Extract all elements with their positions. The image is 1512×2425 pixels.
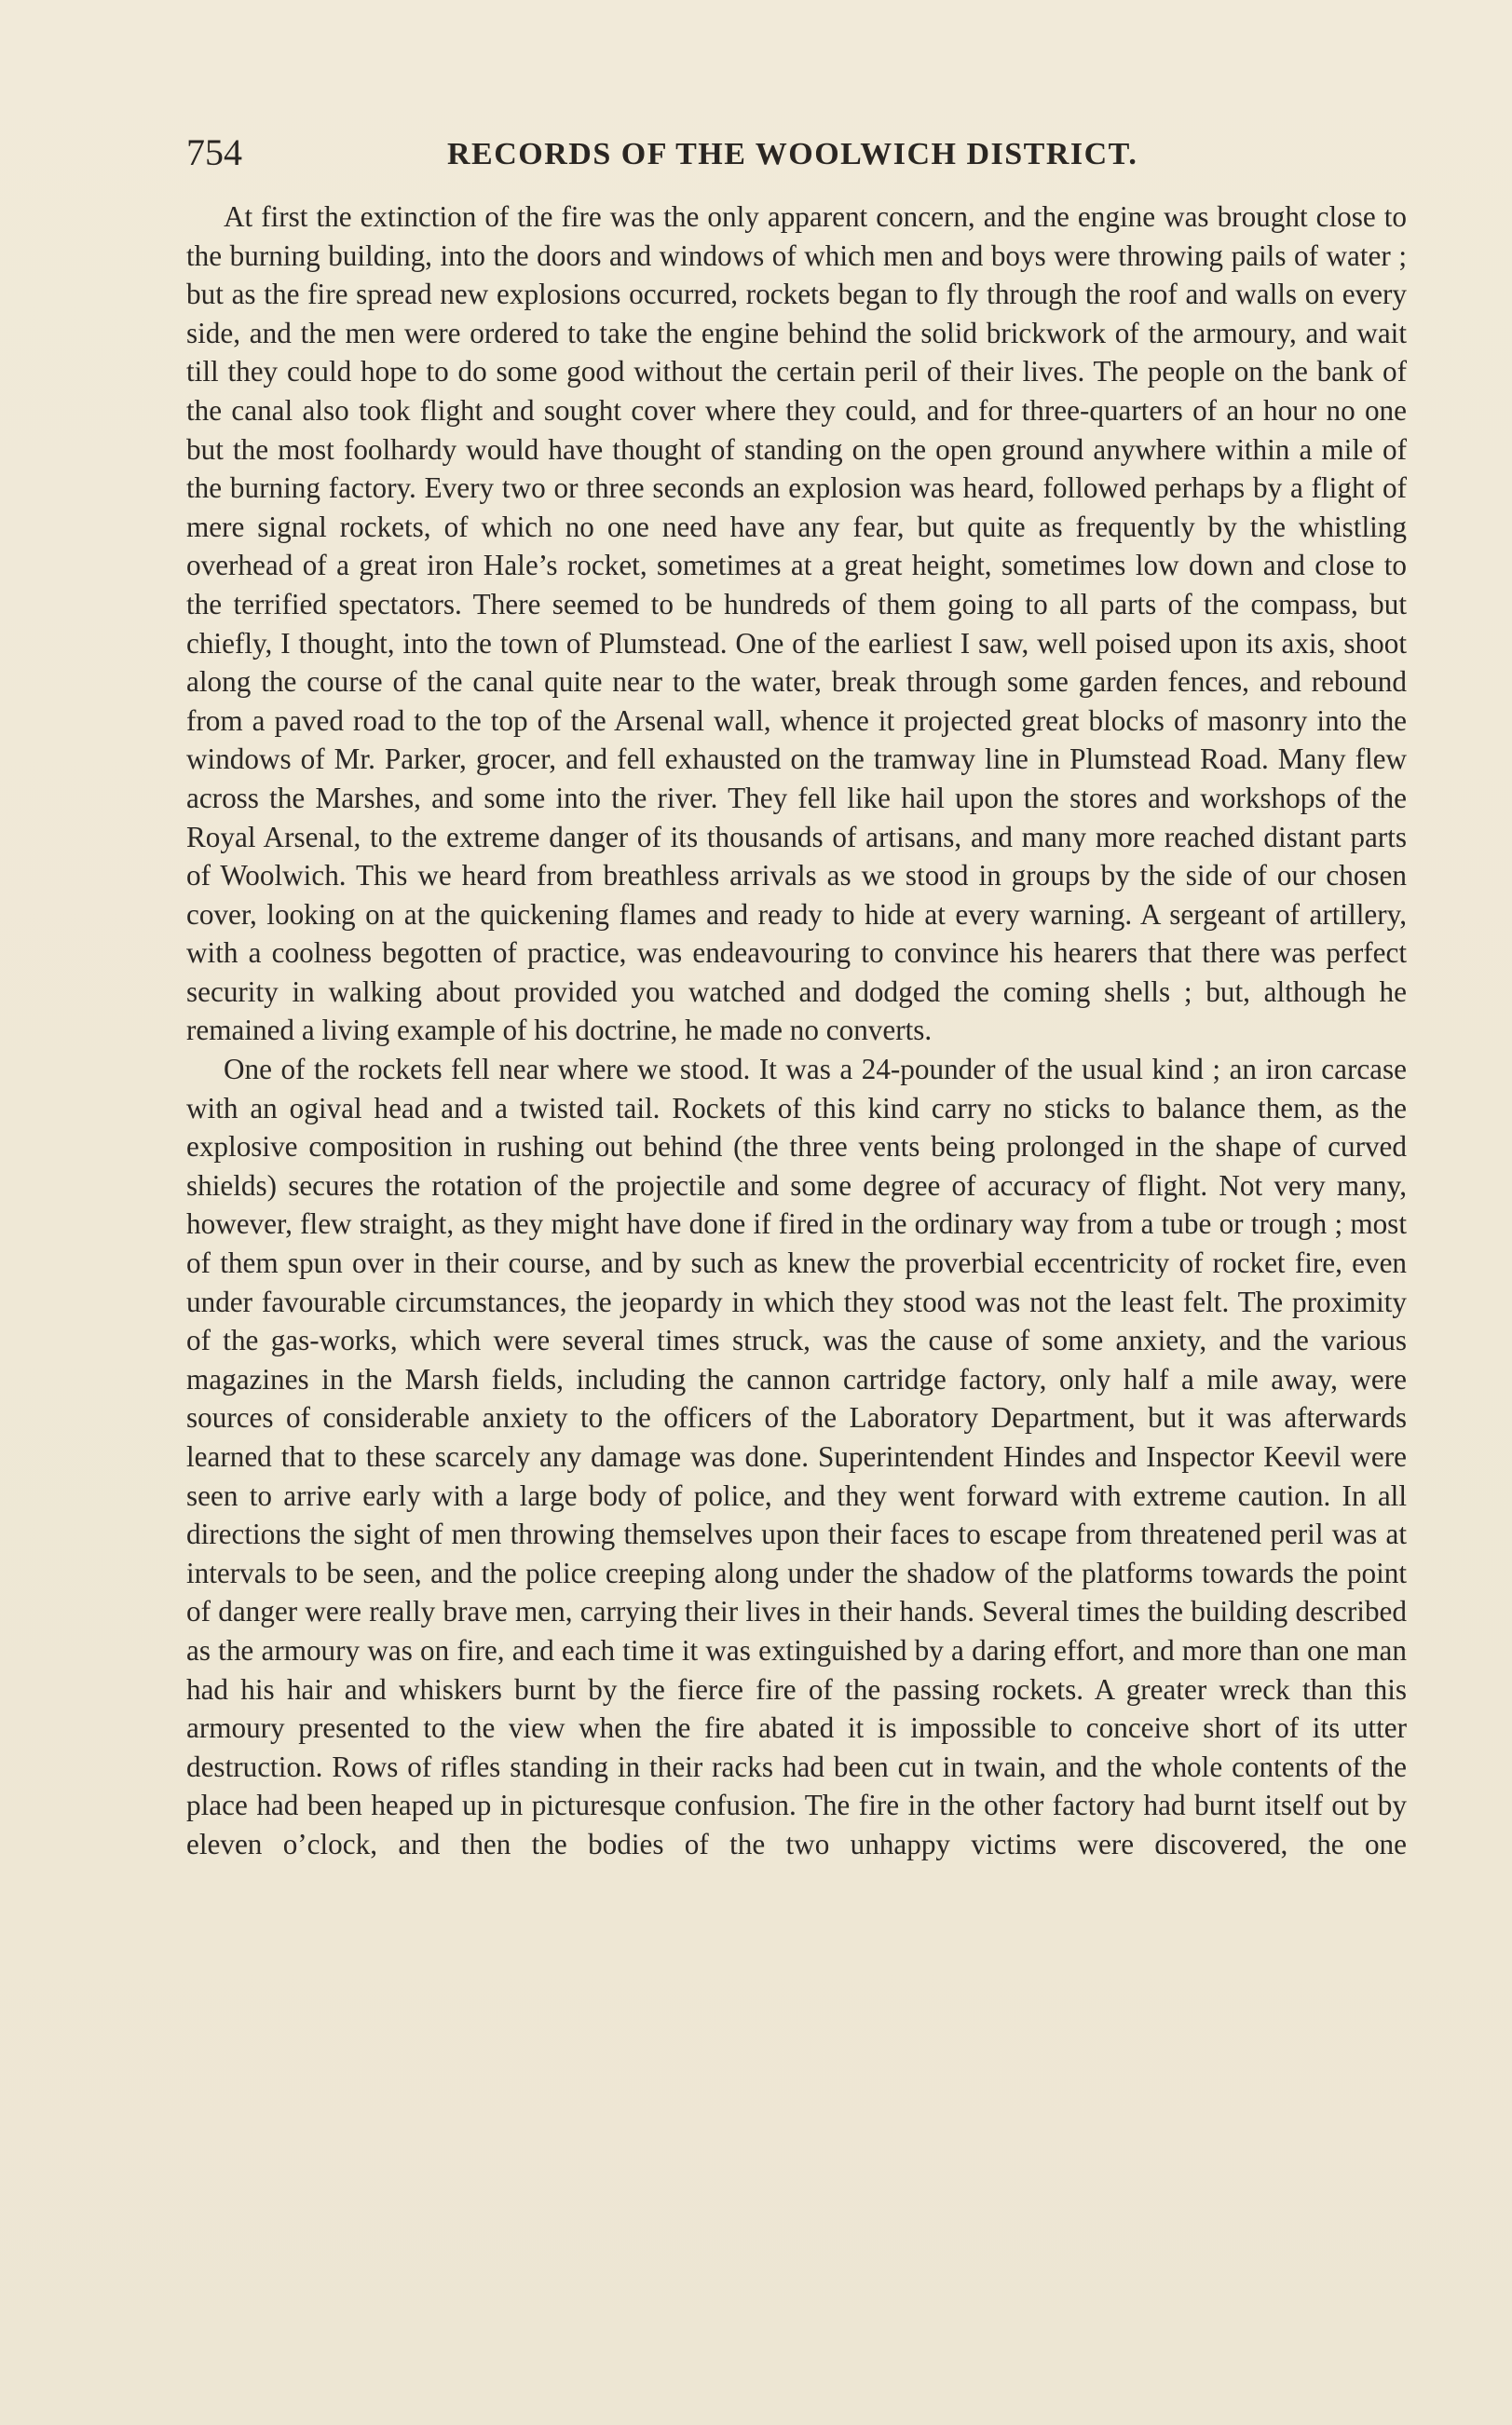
running-title: RECORDS OF THE WOOLWICH DISTRICT.: [447, 137, 1138, 171]
paragraph-rockets: One of the rockets fell near where we stood. It was a 24-pounder of the usual kind ; an iron carcase with an ogival head and a twisted tail. Rockets of this kind carry no sticks to balance them, as the explosive composition in rushing out behind (the three vents being prolonged in the shape of curved shields) secures the rotation of the projectile and some degree of accuracy of flight. Not very many, however, flew straight, as they might have done if fired in the ordinary way from a tube or trough ; most of them spun over in their course, and by such as knew the proverbial eccentricity of rocket fire, even under favourable circumstances, the jeopardy in which they stood was not the least felt. The proximity of the gas-works, which were several times struck, was the cause of some anxiety, and the various magazines in the Marsh fields, including the cannon cartridge factory, only half a mile away, were sources of considerable anxiety to the officers of the Laboratory Department, but it was afterwards learned that to these scarcely any damage was done. Superintendent Hindes and Inspector Keevil were seen to arrive early with a large body of police, and they went forward with extreme caution. In all directions the sight of men throwing themselves upon their faces to escape from threatened peril was at intervals to be seen, and the police creeping along under the shadow of the platforms towards the point of danger were really brave men, carrying their lives in their hands. Several times the building described as the armoury was on fire, and each time it was extinguished by a daring effort, and more than one man had his hair and whiskers burnt by the fierce fire of the passing rockets. A greater wreck than this armoury presented to the view when the fire abated it is impossible to conceive short of its utter destruction. Rows of rifles standing in their racks had been cut in twain, and the whole contents of the place had been heaped up in picturesque confusion. The fire in the other factory had burnt itself out by eleven o’clock, and then the bodies of the two unhappy victims were discovered, the one: [186, 1053, 1407, 1860]
page-header: [186, 129, 1407, 177]
body-text: [186, 198, 1407, 1864]
paragraph-fire-spread: At first the extinction of the fire was the only apparent concern, and the engine was brought close to the burning building, into the doors and windows of which men and boys were throwing pails of water ; but as the fire spread new explosions occurred, rockets began to fly through the roof and walls on every side, and the men were ordered to take the engine behind the solid brickwork of the armoury, and wait till they could hope to do some good without the certain peril of their lives. The people on the bank of the canal also took flight and sought cover where they could, and for three-quarters of an hour no one but the most foolhardy would have thought of standing on the open ground anywhere within a mile of the burning factory. Every two or three seconds an explosion was heard, followed perhaps by a flight of mere signal rockets, of which no one need have any fear, but quite as frequently by the whistling overhead of a great iron Hale’s rocket, sometimes at a great height, sometimes low down and close to the terrified spectators. There seemed to be hundreds of them going to all parts of the compass, but chiefly, I thought, into the town of Plumstead. One of the earliest I saw, well poised upon its axis, shoot along the course of the canal quite near to the water, break through some garden fences, and rebound from a paved road to the top of the Arsenal wall, whence it projected great blocks of masonry into the windows of Mr. Parker, grocer, and fell exhausted on the tramway line in Plumstead Road. Many flew across the Marshes, and some into the river. They fell like hail upon the stores and workshops of the Royal Arsenal, to the extreme danger of its thousands of artisans, and many more reached distant parts of Woolwich. This we heard from breathless arrivals as we stood in groups by the side of our chosen cover, looking on at the quickening flames and ready to hide at every warning. A sergeant of artillery, with a coolness begotten of practice, was endeavouring to convince his hearers that there was perfect security in walking about provided you watched and dodged the coming shells ; but, although he remained a living example of his doctrine, he made no converts.: [186, 200, 1407, 1047]
page-number: 754: [186, 131, 242, 173]
